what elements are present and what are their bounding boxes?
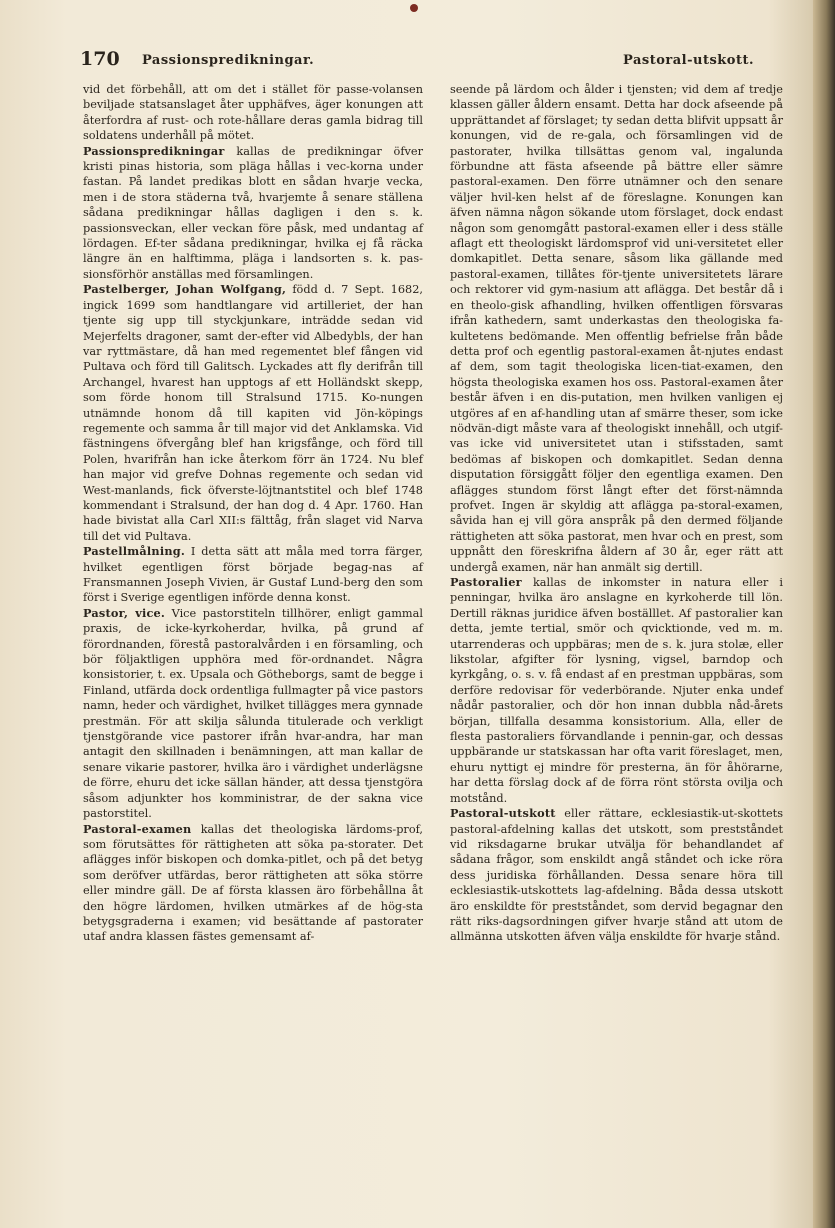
entry bbox=[83, 606, 423, 822]
entry bbox=[83, 144, 423, 283]
entry bbox=[83, 822, 423, 945]
page-number: 170 bbox=[80, 48, 120, 70]
entry-text: I detta sätt att måla med torra färger, hvilket egentligen först började begag-nas af Fransmannen Joseph Vivien, är Gustaf Lund-berg den som först i Sverige egentligen införde denna konst. bbox=[83, 545, 423, 605]
ink-spot bbox=[410, 4, 418, 12]
entry bbox=[83, 82, 423, 144]
entry-text: kallas det theologiska lärdoms-prof, som förutsättes för rättigheten att söka pa-storater. Det aflägges inför biskopen och domka-pitlet, och på det betyg som deröfver utfärdas, beror rättigheten att söka större eller mindre gäll. De af första klassen äro förbehållna åt den högre lärdomen, hvilken utmärkes af de hög-sta betygsgraderna i examen; vid besättande af pastorater utaf andra klassen fästes gemensamt af- bbox=[83, 822, 423, 944]
headword: Pastoral-examen bbox=[83, 821, 192, 836]
page-edge bbox=[813, 0, 835, 1228]
entry-text: eller rättare, ecklesiastik-ut-skottets pastoral-afdelning kallas det utskott, som prestståndet vid riksdagarne brukar utvälja för behandlandet af sådana frågor, som enskildt angå ståndet och icke röra dess juridiska förhållanden. Dessa senare höra till ecklesiastik-utskottets lag-afdelning. Båda dessa utskott äro enskildte för prestståndet, som dervid begagnar den rätt riks-dagsordningen gifver hvarje stånd att utom de allmänna utskotten äfven välja enskildte för hvarje stånd. bbox=[450, 807, 784, 944]
entry-text: kallas de inkomster in natura eller i penningar, hvilka äro anslagne en kyrkoherde till lön. Dertill räknas juridice äfven boställlet. Af pastoralier kan detta, jemte tertial, smör och qvicktionde, ved m. m. utarrenderas och uppbäras; men de s. k. jura stolæ, eller likstolar, afgifter för lysning, vigsel, barndop och kyrkgång, o. s. v. få endast af en prestman uppbäras, som derföre redovisar för vederbörande. Njuter enka undef nådår pastoralier, och dör hon innan dubbla nåd-årets början, tillfalla desamma konsistorium. Alla, eller de flesta pastoraliers förvandlande i pennin-gar, och dessas uppbärande ur statskassan har ofta varit föreslaget, men, ehuru nyttigt ej mindre för presterna, än för åhörarne, har detta förslag dock af de förra rönt största ovilja och motstånd. bbox=[450, 576, 784, 805]
entry-text: seende på lärdom och ålder i tjensten; vid dem af tredje klassen gäller åldern ensamt. Detta har dock afseende på upprättandet af förslaget; ty sedan detta blifvit uppsatt år konungen, vid de re-gala, och församlingen vid de pastorater, hvilka tillsättas genom val, ingalunda förbundne att fästa afseende på bättre eller sämre pastoral-examen. Den förre utnämner och den senare väljer hvil-ken helst af de föreslagne. Konungen kan äfven nämna någon sökande utom förslaget, dock endast någon som genomgått pastoral-examen eller i dess ställe aflagt ett theologiskt lärdomsprof vid uni-versitetet eller domkapitlet. Detta senare, såsom lika gällande med pastoral-examen, tillåtes för-tjente universitetets lärare och rektorer vid gym-nasium att aflägga. Det består då i en theolo-gisk afhandling, hvilken offentligen försvaras ifrån kathedern, samt underkastas den theologiska fa-kultetens bedömande. Men offentlig befrielse från både detta prof och egentlig pastoral-examen åt-njutes endast af dem, som tagit theologiska licen-tiat-examen, den högsta theologiska examen hos oss. Pastoral-examen åter består äfven i en dis-putation, men hvilken vanligen ej utgöres af en af-handling utan af smärre theser, som icke nödvän-digt måste vara af theologiskt innehåll, och utgif-vas icke vid universitetet utan i stifsstaden, samt bedömas af biskopen och domkapitlet. Sedan denna disputation försiggått följer den egentliga examen. Den aflägges stundom först långt efter det först-nämnda profvet. Ingen är skyldig att aflägga pa-storal-examen, såvida han ej vill göra anspråk på den dermed följande rättigheten att söka pastorat, men hvar och en prest, som uppnått den föreskrifna åldern af 30 år, eger rätt att undergå examen, när han anmält sig dertill. bbox=[450, 83, 783, 574]
entry bbox=[450, 806, 783, 945]
entry bbox=[83, 282, 423, 544]
running-head-left: Passionspredikningar. bbox=[142, 53, 315, 68]
entry-text: Vice pastorstiteln tillhörer, enligt gammal praxis, de icke-kyrkoherdar, hvilka, på grund af förordnanden, förestå pastoralvården i en församling, och bör följaktligen upphöra med för-ordnandet. Några konsistorier, t. ex. Upsala och Götheborgs, samt de begge i Finland, utfärda dock ordentliga fullmagter på vice pastors namn, heder och värdighet, hvilket tillägges mera gynnade prestmän. För att skilja sålunda titulerade och verkligt tjenstgörande vice pastorer ifrån hvar-andra, har man antagit den skillnaden i benämningen, att man kallar de senare vikarie pastorer, hvilka äro i värdighet underlägsne de förre, ehuru det icke sällan händer, att dessa tjenstgöra såsom adjunkter hos komministrar, de der sakna vice pastorstitel. bbox=[83, 606, 424, 821]
headword: Pastor, vice. bbox=[83, 605, 166, 620]
entry bbox=[83, 544, 423, 606]
headword: Pastelberger, Johan Wolfgang, bbox=[83, 282, 287, 297]
left-column bbox=[83, 82, 423, 945]
entry-text: född d. 7 Sept. 1682, ingick 1699 som handtlangare vid artilleriet, der han tjente sig upp till styckjunkare, inträdde sedan vid Mejerfelts dragoner, samt der-efter vid Albedybls, der han var ryttmästare, då han med regementet blef fången vid Pultava och förd till Galitsch. Lyckades att fly derifrån till Archangel, hvarest han upptogs af ett Holländskt skepp, som förde honom till Stralsund 1715. Ko-nungen utnämnde honom då till kapiten vid Jön-köpings regemente och sammа år till major vid det Anklamska. Vid fästningens öfvergång blef han krigsfånge, och förd till Polen, hvarifrån han icke återkom förr än 1724. Nu blef han major vid grefve Dohnas regemente och sedan vid West-manlands, fick öfverste-löjtnantstitel och blef 1748 kommendant i Stralsund, der han dog d. 4 Apr. 1760. Han hade bivistat alla Carl XII:s fälttåg, från slaget vid Narva till det vid Pultava. bbox=[83, 283, 424, 543]
running-head-right: Pastoral-utskott. bbox=[623, 53, 754, 68]
entry bbox=[450, 82, 783, 575]
right-column bbox=[450, 82, 783, 945]
headword: Pastellmålning. bbox=[83, 544, 185, 559]
headword: Passionspredikningar bbox=[83, 143, 225, 158]
headword: Pastoral-utskott bbox=[450, 806, 556, 821]
headword: Pastoralier bbox=[450, 575, 522, 589]
entry-text: vid det förbehåll, att om det i stället för passe-volansen beviljade statsanslaget åter upphäfves, äger konungen att återfordra af rust- och rote-hållare deras gamla bidrag till soldatens underhåll på mötet. bbox=[83, 83, 423, 143]
page-header bbox=[80, 48, 800, 78]
entry bbox=[450, 575, 783, 806]
entry-text: kallas de predikningar öfver kristi pinas historia, som pläga hållas i vec-korna under fastan. På landet predikas blott en sådan hvarje vecka, men i de stora städerna två, hvarjemte å senare ställena sådana predikningar hållas dagligen i den s. k. passionsveckan, eller veckan före påsk, med undantag af lördagen. Ef-ter sådana predikningar, hvilka ej få räcka längre än en halftimma, pläga i landsorten s. k. pas-sionsförhör anställas med församlingen. bbox=[83, 144, 423, 281]
